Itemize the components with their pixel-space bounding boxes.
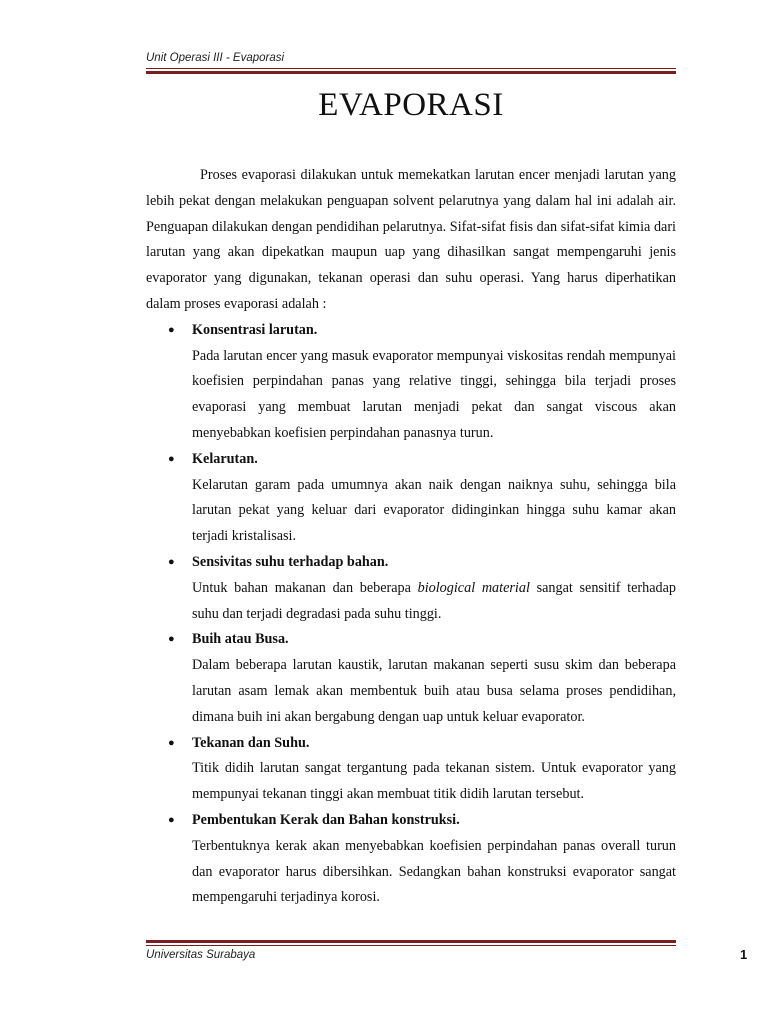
bullet-icon: ● — [168, 323, 175, 336]
considerations-list — [146, 318, 676, 911]
running-header: Unit Operasi III - Evaporasi — [146, 52, 285, 64]
item-body: Kelarutan garam pada umumnya akan naik dengan naiknya suhu, sehingga bila larutan pekat yang keluar dari evaporator didinginkan hingga suhu kamar akan terjadi kristalisasi. — [192, 476, 676, 545]
list-item — [146, 318, 676, 447]
item-heading: Tekanan dan Suhu. — [192, 734, 310, 751]
list-item — [146, 447, 676, 550]
item-heading: Konsentrasi larutan. — [192, 321, 318, 338]
item-body-italic: biological material — [417, 579, 530, 596]
bullet-icon: ● — [168, 813, 175, 826]
list-item — [146, 627, 676, 730]
item-body-text: Untuk bahan makanan dan beberapa — [192, 579, 418, 596]
running-footer: Universitas Surabaya — [146, 949, 256, 961]
item-heading: Kelarutan. — [192, 450, 258, 467]
item-body: Titik didih larutan sangat tergantung pada tekanan sistem. Untuk evaporator yang mempunyai tekanan tinggi akan membuat titik didih larutan tersebut. — [192, 760, 676, 803]
page-title: EVAPORASI — [318, 87, 504, 123]
item-body-text: sangat sensitif terhadap suhu dan terjadi degradasi pada suhu tinggi. — [192, 579, 676, 622]
bullet-icon: ● — [168, 555, 175, 568]
bullet-icon: ● — [168, 452, 175, 465]
intro-paragraph: Proses evaporasi dilakukan untuk memekatkan larutan encer menjadi larutan yang lebih pekat dengan melakukan penguapan solvent pelarutnya yang dalam hal ini adalah air. Penguapan dilakukan dengan pendidihan pelarutnya. Sifat-sifat fisis dan sifat-sifat kimia dari larutan yang akan dipekatkan maupun uap yang dihasilkan sangat mempengaruhi jenis evaporator yang digunakan, tekanan operasi dan suhu operasi. Yang harus diperhatikan dalam proses evaporasi adalah : — [146, 167, 676, 312]
item-body — [192, 576, 676, 628]
item-heading: Buih atau Busa. — [192, 631, 289, 648]
list-item — [146, 731, 676, 808]
item-heading: Pembentukan Kerak dan Bahan konstruksi. — [192, 811, 460, 828]
item-heading: Sensivitas suhu terhadap bahan. — [192, 553, 389, 570]
list-item — [146, 550, 676, 627]
footer-rule — [146, 940, 676, 946]
bullet-icon: ● — [168, 633, 175, 646]
item-body: Terbentuknya kerak akan menyebabkan koefisien perpindahan panas overall turun dan evaporator harus dibersihkan. Sedangkan bahan konstruksi evaporator sangat mempengaruhi terjadinya korosi. — [192, 837, 676, 906]
header-rule — [146, 68, 676, 74]
bullet-icon: ● — [168, 736, 175, 749]
page-number: 1 — [740, 947, 748, 962]
document-body — [146, 163, 676, 911]
item-body: Pada larutan encer yang masuk evaporator mempunyai viskositas rendah mempunyai koefisien perpindahan panas yang relative tinggi, sehingga bila terjadi proses evaporasi yang membuat larutan menjadi pekat dan sangat viscous akan menyebabkan koefisien perpindahan panasnya turun. — [192, 347, 676, 441]
item-body: Dalam beberapa larutan kaustik, larutan makanan seperti susu skim dan beberapa larutan asam lemak akan membentuk buih atau busa selama proses pendidihan, dimana buih ini akan bergabung dengan uap untuk keluar evaporator. — [192, 657, 676, 725]
list-item — [146, 808, 676, 911]
